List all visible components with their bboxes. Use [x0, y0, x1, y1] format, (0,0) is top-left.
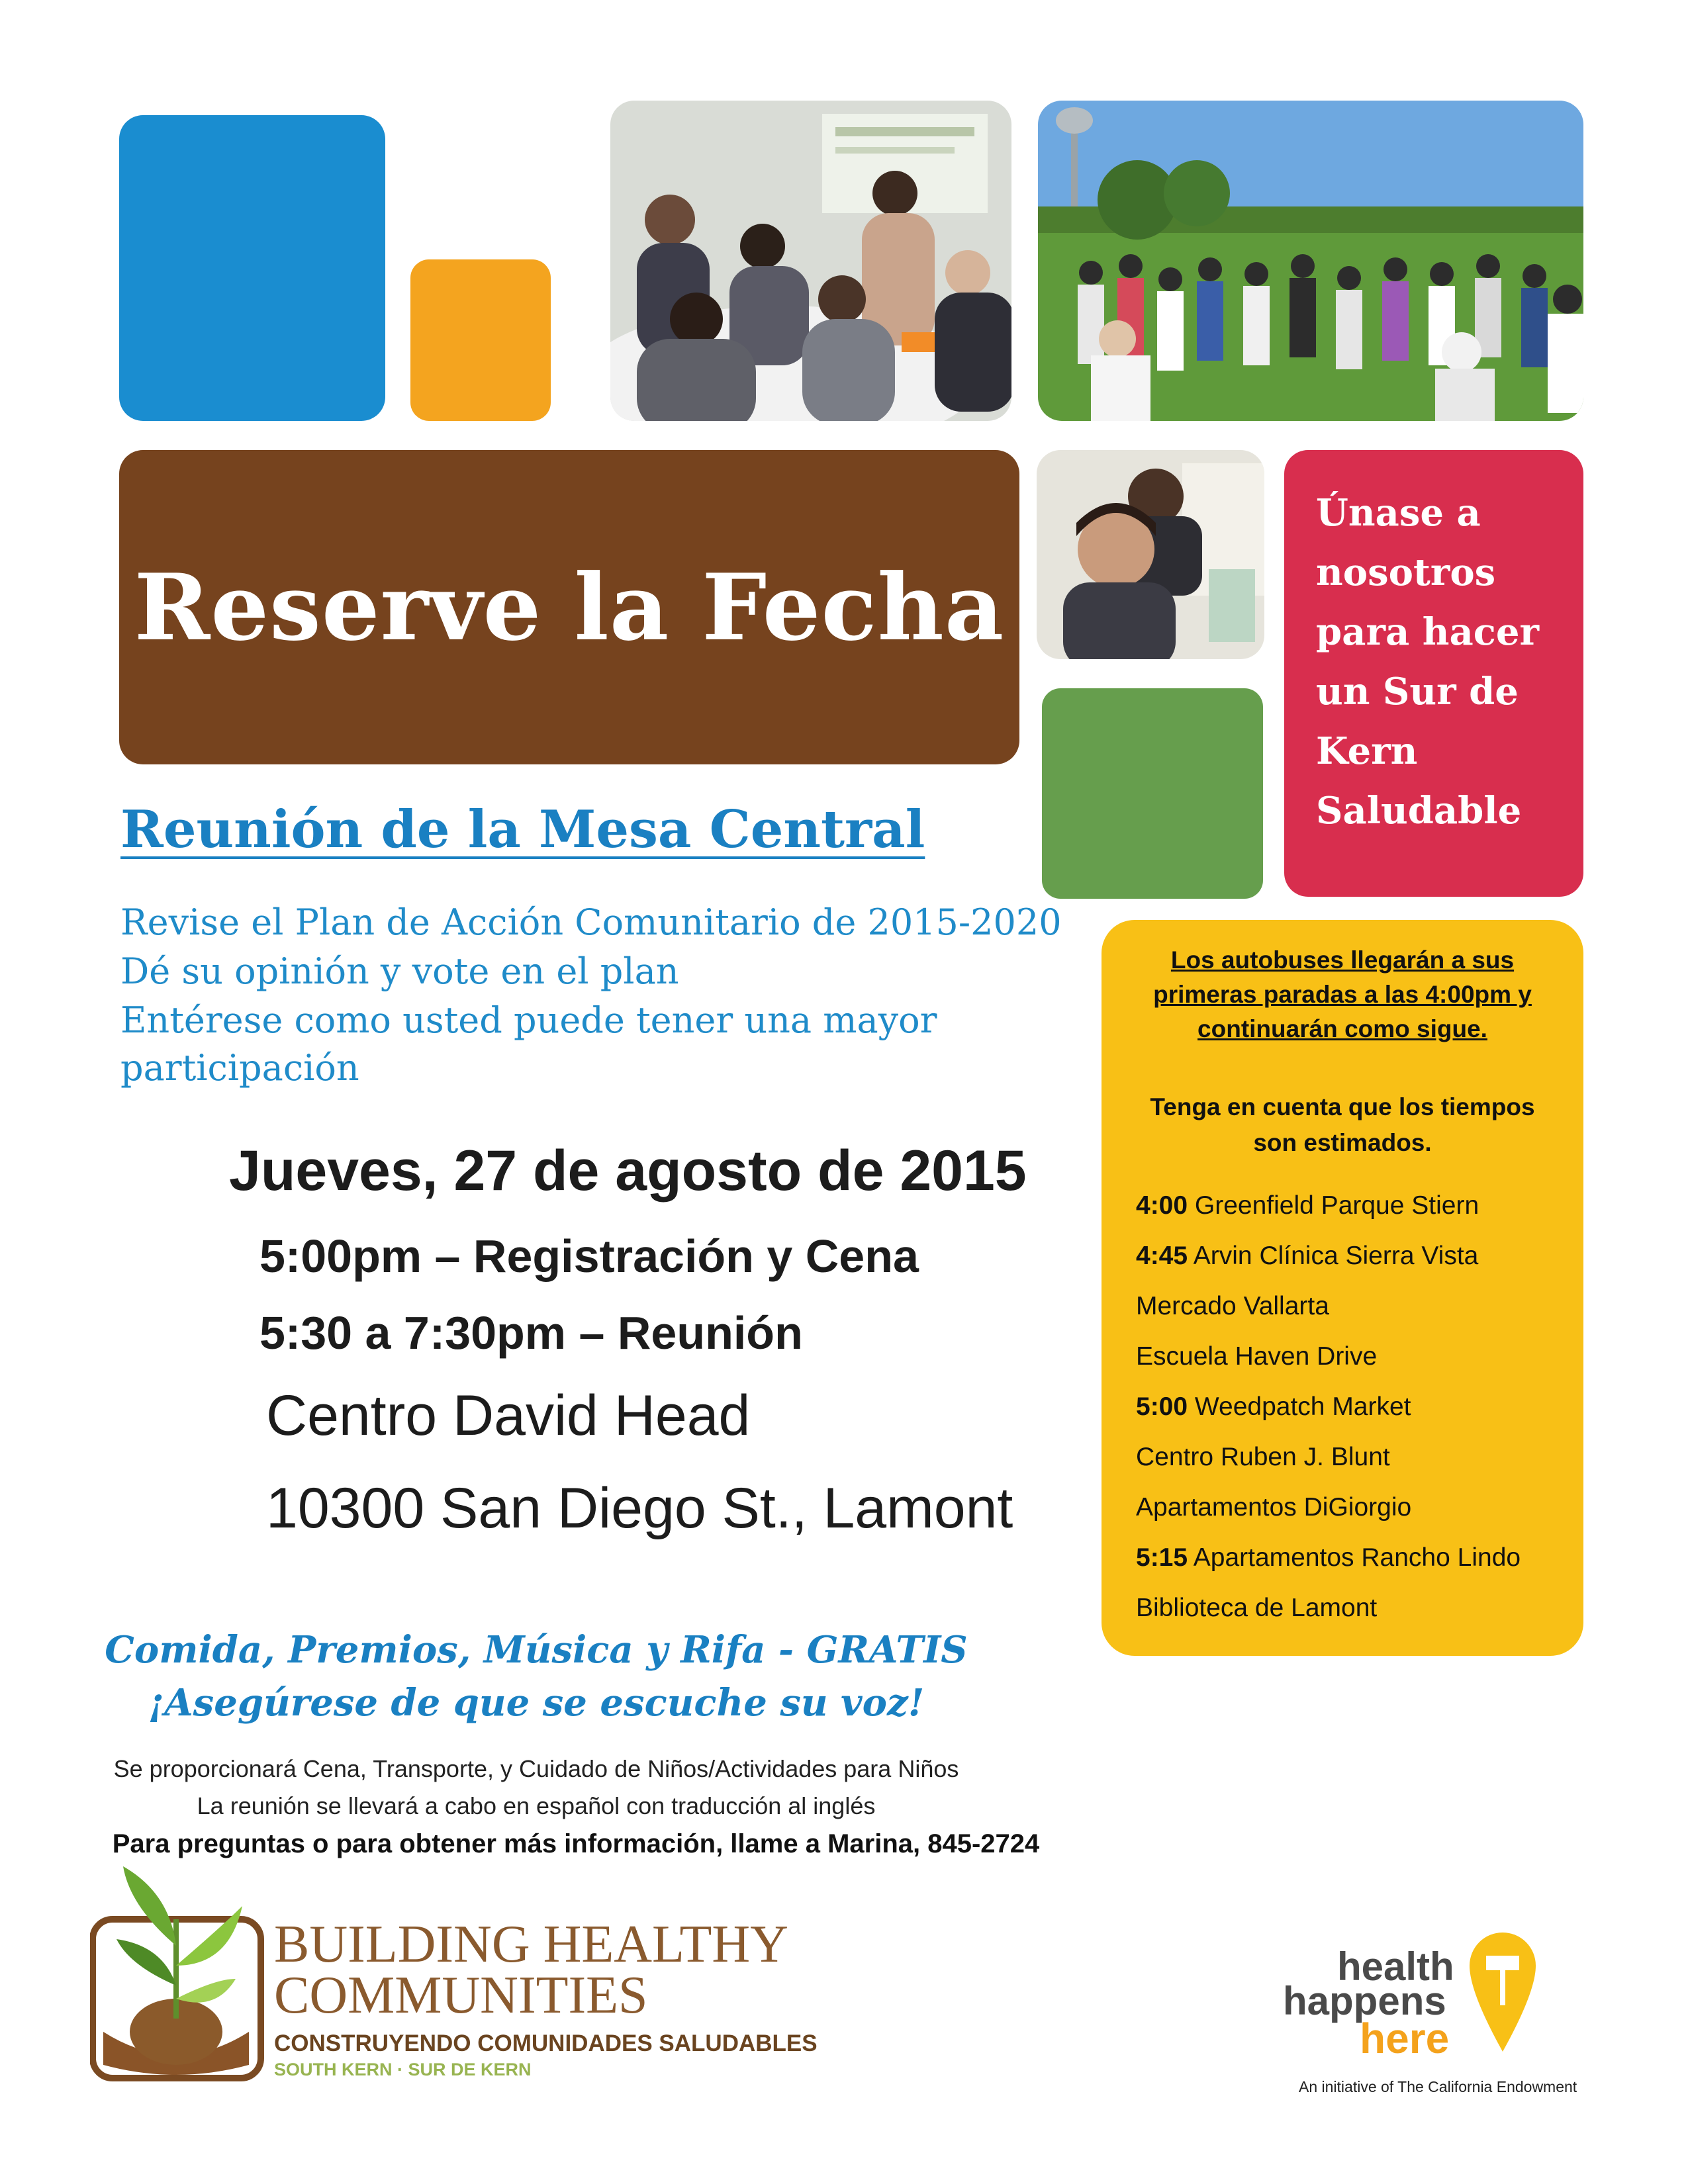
promo-line: Comida, Premios, Música y Rifa - GRATIS: [105, 1628, 968, 1672]
join-line: Saludable: [1316, 789, 1522, 833]
stop-place: Apartamentos DiGiorgio: [1136, 1493, 1412, 1522]
agenda-line: Entérese como usted puede tener una mayor: [120, 999, 937, 1041]
agenda-line: Dé su opinión y vote en el plan: [120, 950, 679, 992]
stop-place: Apartamentos Rancho Lindo: [1193, 1543, 1521, 1572]
hhh-logo-line3: here: [1360, 2015, 1450, 2062]
join-line: Únase a: [1316, 491, 1481, 535]
photo-meeting: [610, 101, 1011, 421]
venue-address: 10300 San Diego St., Lamont: [266, 1477, 1013, 1540]
sprout-icon: [90, 1866, 269, 2085]
stop-time: 5:15: [1136, 1543, 1188, 1572]
bus-stop: [1136, 1594, 1377, 1623]
bhc-title-line1: BUILDING HEALTHY: [274, 1915, 788, 1974]
location-pin-icon: [1463, 1926, 1542, 2058]
orange-tile: [410, 259, 551, 421]
photo-race: [1038, 101, 1583, 421]
hhh-tagline: An initiative of The California Endowment: [1299, 2078, 1577, 2095]
agenda-line: participación: [120, 1047, 359, 1089]
bhc-subtitle: CONSTRUYENDO COMUNIDADES SALUDABLES: [274, 2030, 818, 2056]
promo-slogan: ¡Asegúrese de que se escuche su voz!: [148, 1681, 925, 1725]
blue-tile: [119, 115, 385, 421]
stop-time: 4:45: [1136, 1242, 1188, 1270]
join-line: Kern: [1316, 729, 1418, 773]
meeting-subtitle: Reunión de la Mesa Central: [120, 799, 925, 860]
services-note: Se proporcionará Cena, Transporte, y Cuidado de Niños/Actividades para Niños: [113, 1755, 959, 1782]
bus-note: Tenga en cuenta que los tiempos: [1150, 1093, 1535, 1120]
bhc-region: SOUTH KERN · SUR DE KERN: [274, 2060, 532, 2079]
hhh-logo-line2: happens: [1283, 1979, 1446, 2023]
bus-stop: [1136, 1242, 1478, 1271]
bus-note: son estimados.: [1253, 1129, 1432, 1156]
bus-intro: primeras paradas a las 4:00pm y: [1153, 981, 1532, 1008]
meeting-time: 5:00pm – Registración y Cena: [259, 1230, 919, 1282]
page-title: Reserve la Fecha: [134, 553, 1005, 661]
contact-line: Para preguntas o para obtener más información, llame a Marina, 845-2724: [112, 1829, 1040, 1858]
meeting-time: 5:30 a 7:30pm – Reunión: [259, 1307, 803, 1359]
title-banner: [119, 450, 1019, 764]
bhc-title-line2: COMMUNITIES: [274, 1966, 648, 2025]
stop-place: Arvin Clínica Sierra Vista: [1193, 1242, 1479, 1270]
green-tile: [1042, 688, 1263, 899]
stop-time: 5:00: [1136, 1392, 1188, 1421]
bus-stop: [1136, 1292, 1329, 1321]
agenda-line: Revise el Plan de Acción Comunitario de 2015-2020: [120, 901, 1062, 943]
stop-place: Escuela Haven Drive: [1136, 1342, 1378, 1371]
bus-stop: [1136, 1543, 1521, 1572]
stop-place: Centro Ruben J. Blunt: [1136, 1443, 1390, 1471]
join-line: nosotros: [1316, 551, 1496, 594]
bus-intro: continuarán como sigue.: [1197, 1015, 1487, 1042]
language-note: La reunión se llevará a cabo en español con traducción al inglés: [197, 1792, 876, 1819]
bus-stop: [1136, 1342, 1377, 1371]
join-line: un Sur de: [1316, 670, 1519, 713]
photo-portraits: [1037, 450, 1264, 659]
bus-schedule-box: [1102, 920, 1583, 1656]
bus-stop: [1136, 1493, 1411, 1522]
stop-place: Greenfield Parque Stiern: [1194, 1191, 1479, 1220]
bus-intro: Los autobuses llegarán a sus: [1170, 946, 1515, 974]
bus-stop: [1136, 1392, 1411, 1422]
stop-place: Biblioteca de Lamont: [1136, 1594, 1378, 1622]
bus-stop: [1136, 1191, 1479, 1220]
join-us-box: [1284, 450, 1583, 897]
venue-name: Centro David Head: [266, 1384, 751, 1447]
stop-place: Mercado Vallarta: [1136, 1292, 1329, 1320]
hhh-logo-line1: health: [1337, 1944, 1454, 1989]
stop-place: Weedpatch Market: [1194, 1392, 1411, 1421]
join-line: para hacer: [1316, 610, 1539, 654]
stop-time: 4:00: [1136, 1191, 1188, 1220]
meeting-date: Jueves, 27 de agosto de 2015: [229, 1139, 1027, 1203]
bus-stop: [1136, 1443, 1390, 1472]
